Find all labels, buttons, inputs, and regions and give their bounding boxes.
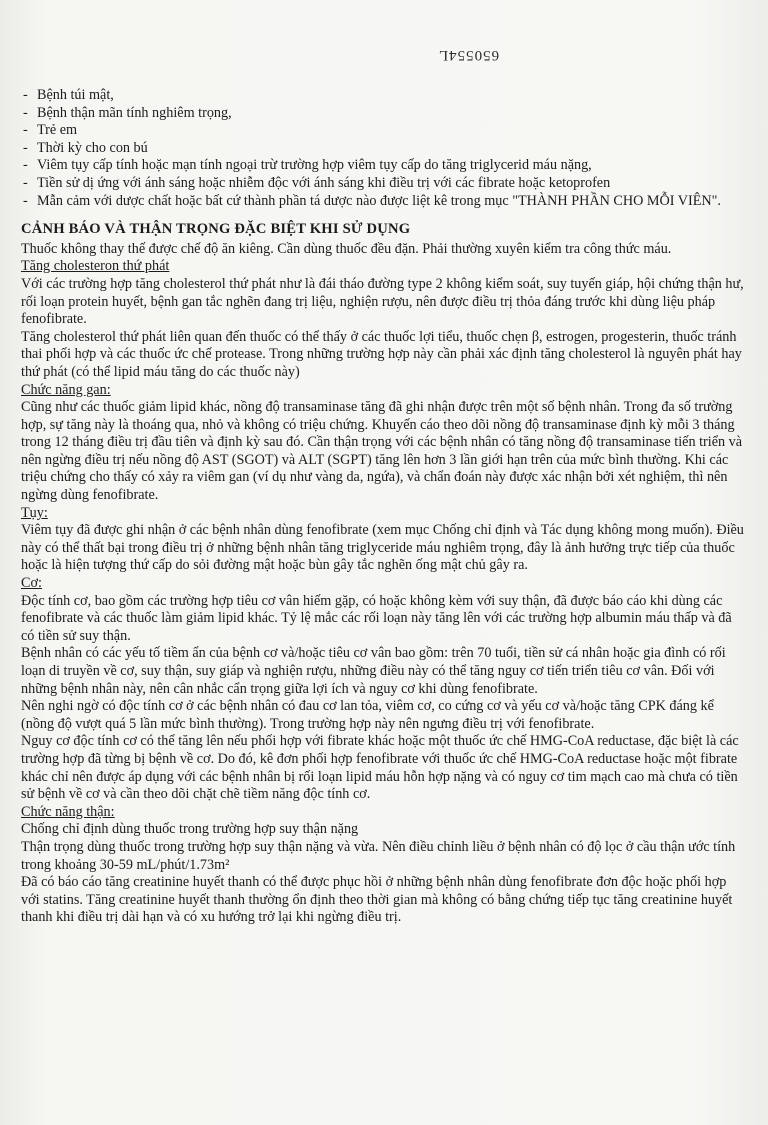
list-item: - Mẫn cảm với dược chất hoặc bất cứ thành phần tá dược nào được liệt kê trong mục "THÀNH PHẦN CHO MỖI VIÊN".: [21, 193, 748, 211]
paragraph: Nguy cơ độc tính cơ có thể tăng lên nếu phối hợp với fibrate khác hoặc một thuốc ức chế HMG-CoA reductase, đặc biệt là các trường hợp đã từng bị bệnh về cơ. Do đó, kê đơn phối hợp fenofibrate với thuốc ức chế HMG-CoA reductase hoặc một fibrate khác chỉ nên được áp dụng với các bệnh nhân bị rối loạn lipid máu hỗn hợp nặng và có nguy cơ tim mạch cao mà chưa có tiền sử bệnh về cơ và cần theo dõi chặt chẽ tiềm năng độc tính cơ.: [21, 733, 739, 803]
subsection-title: Chức năng gan:: [21, 381, 111, 398]
list-item: - Tiền sử dị ứng với ánh sáng hoặc nhiễm độc với ánh sáng khi điều trị với các fibrate hoặc ketoprofen: [21, 175, 748, 193]
paragraph: Cũng như các thuốc giảm lipid khác, nồng độ transaminase tăng đã ghi nhận được trên một số bệnh nhân. Trong đa số trường hợp, sự tăng này là thoáng qua, nhỏ và không có triệu chứng. Khuyến cáo theo dõi nồng độ transaminase định kỳ mỗi 3 tháng trong 12 tháng điều trị đầu tiên và định kỳ sau đó. Cần thận trọng với các bệnh nhân có tăng nồng độ transaminase tiến triển và nên ngừng điều trị nếu nồng độ AST (SGOT) và ALT (SGPT) tăng lên hơn 3 lần giới hạn trên của mức bình thường. Khi các triệu chứng cho thấy có xảy ra viêm gan (ví dụ như vàng da, ngứa), và chẩn đoán này được xác nhận bởi xét nghiệm, thì nên ngừng dùng fenofibrate.: [21, 399, 743, 504]
paragraph: Với các trường hợp tăng cholesterol thứ phát như là đái tháo đường type 2 không kiểm soát, suy tuyến giáp, hội chứng thận hư, rối loạn protein huyết, bệnh gan tắc nghẽn đang trị liệu, nghiện rượu, nên được điều trị thỏa đáng trước khi dùng liệu pháp fenofibrate.: [21, 275, 744, 328]
paragraph: Chống chỉ định dùng thuốc trong trường hợp suy thận nặng: [21, 821, 359, 838]
list-item: - Viêm tụy cấp tính hoặc mạn tính ngoại trừ trường hợp viêm tụy cấp do tăng triglycerid máu nặng,: [21, 157, 748, 175]
list-item: - Thời kỳ cho con bú: [21, 140, 748, 158]
list-item: - Bệnh túi mật,: [21, 87, 748, 105]
paragraph: Độc tính cơ, bao gồm các trường hợp tiêu cơ vân hiếm gặp, có hoặc không kèm với suy thận, đã được báo cáo khi dùng các fenofibrate và các thuốc làm giảm lipid khác. Tỷ lệ mắc các rối loạn này tăng lên với các trường hợp albumin máu thấp và đã có tiền sử suy thận.: [21, 592, 732, 644]
paragraph: Thận trọng dùng thuốc trong trường hợp suy thận nặng và vừa. Nên điều chỉnh liều ở bệnh nhân có độ lọc ở cầu thận ước tính trong khoảng 30-59 mL/phút/1.73m²: [21, 838, 736, 873]
list-item: - Trẻ em: [21, 122, 748, 140]
subsection-title: Tăng cholesteron thứ phát: [21, 258, 170, 275]
paragraph: Thuốc không thay thế được chế độ ăn kiêng. Cần dùng thuốc đều đặn. Phải thường xuyên kiểm tra công thức máu.: [21, 240, 672, 257]
list-item: - Bệnh thận mãn tính nghiêm trọng,: [21, 105, 748, 123]
section-heading: CẢNH BÁO VÀ THẬN TRỌNG ĐẶC BIỆT KHI SỬ DỤNG: [21, 221, 411, 238]
subsection-title: Cơ:: [21, 575, 42, 592]
contraindication-list: [21, 87, 748, 210]
paragraph: Viêm tụy đã được ghi nhận ở các bệnh nhân dùng fenofibrate (xem mục Chống chỉ định và Tác dụng không mong muốn). Điều này có thể thất bại trong điều trị ở những bệnh nhân tăng triglyceride máu nghiêm trọng, đây là ảnh hưởng trực tiếp của thuốc hoặc là hiện tượng thứ cấp do sỏi đường mật hoặc bùn gây tắc nghẽn ống mật chủ gây ra.: [21, 522, 744, 574]
paragraph: Bệnh nhân có các yếu tố tiềm ẩn của bệnh cơ và/hoặc tiêu cơ vân bao gồm: trên 70 tuổi, tiền sử cá nhân hoặc gia đình có rối loạn di truyền về cơ, suy thận, suy giáp và nghiện rượu, những điều này có thể tăng nguy cơ tiến triển tiêu cơ vân. Đối với những bệnh nhân này, nên cân nhắc cẩn trọng giữa lợi ích và nguy cơ khi dùng fenofibrate.: [21, 645, 726, 697]
paragraph: Đã có báo cáo tăng creatinine huyết thanh có thể được phục hồi ở những bệnh nhân dùng fenofibrate đơn độc hoặc phối hợp với statins. Tăng creatinine huyết thanh thường ổn định theo thời gian mà không có bằng chứng tiếp tục tăng creatinine huyết thanh khi điều trị dài hạn và có xu hướng trở lại khi ngừng điều trị.: [21, 874, 733, 926]
document-code: 650554L: [438, 47, 500, 63]
subsection-title: Chức năng thận:: [21, 803, 115, 820]
subsection-title: Tụy:: [21, 504, 48, 521]
paragraph: Nên nghi ngờ có độc tính cơ ở các bệnh nhân có đau cơ lan tỏa, viêm cơ, co cứng cơ và yếu cơ và/hoặc tăng CPK đáng kể (nồng độ vượt quá 5 lần mức bình thường). Trong trường hợp này nên ngưng điều trị với fenofibrate.: [21, 698, 714, 732]
paragraph: Tăng cholesterol thứ phát liên quan đến thuốc có thể thấy ở các thuốc lợi tiểu, thuốc chẹn β, estrogen, progesterin, thuốc tránh thai phối hợp và các thuốc ức chế protease. Trong những trường hợp này cần phải xác định tăng cholesterol là nguyên phát hay thứ phát (có thể lipid máu tăng do các thuốc này): [21, 328, 742, 380]
document-content: [21, 87, 748, 927]
